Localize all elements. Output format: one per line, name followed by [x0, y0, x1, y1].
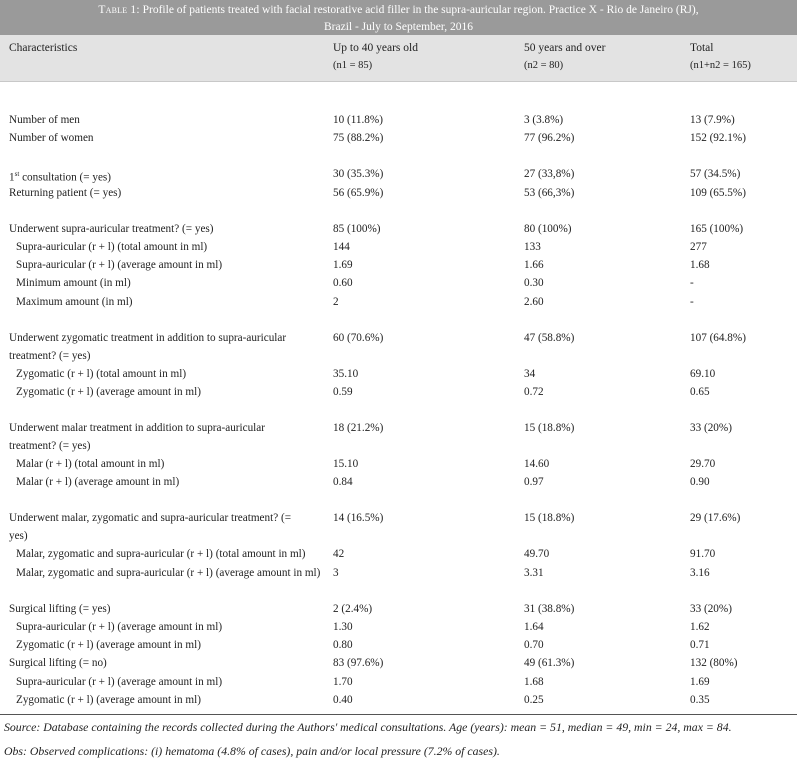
cell-total: 57 (34.5%): [690, 168, 741, 181]
cell-total: 33 (20%): [690, 602, 732, 615]
table-row: [0, 329, 797, 365]
header-50-and-over-n: (n2 = 80): [524, 60, 564, 71]
row-label: Zygomatic (r + l) (average amount in ml): [16, 639, 201, 652]
cell-50-and-over: 15 (18.8%): [524, 512, 575, 525]
cell-up-to-40: 10 (11.8%): [333, 114, 383, 126]
cell-50-and-over: 1.68: [524, 675, 544, 688]
cell-total: 1.62: [690, 621, 710, 633]
header-total-n: (n1+n2 = 165): [690, 60, 751, 71]
cell-total: 277: [690, 240, 707, 253]
cell-total: -: [690, 277, 694, 290]
row-label: Number of women: [9, 132, 94, 145]
cell-up-to-40: 1.70: [333, 675, 353, 688]
row-label: Supra-auricular (r + l) (average amount in ml): [16, 259, 223, 272]
cell-total: 13 (7.9%): [690, 114, 735, 126]
cell-up-to-40: 0.60: [333, 277, 353, 290]
cell-50-and-over: 2.60: [524, 295, 544, 308]
cell-up-to-40: 42: [333, 548, 345, 561]
cell-up-to-40: 35.10: [333, 367, 359, 380]
cell-50-and-over: 27 (33,8%): [524, 168, 575, 181]
row-label: Underwent malar, zygomatic and supra-auricular treatment? (= yes): [9, 512, 292, 543]
cell-50-and-over: 34: [524, 367, 536, 380]
cell-50-and-over: 0.25: [524, 693, 544, 706]
row-label: Returning patient (= yes): [9, 186, 122, 199]
cell-total: 3.16: [690, 566, 710, 579]
row-label: Supra-auricular (r + l) (average amount in ml): [16, 675, 223, 688]
row-label: Surgical lifting (= no): [9, 657, 107, 670]
cell-50-and-over: 49 (61.3%): [524, 657, 575, 670]
cell-total: 29.70: [690, 458, 716, 471]
cell-up-to-40: 144: [333, 240, 350, 253]
header-characteristics: Characteristics: [9, 42, 78, 54]
cell-50-and-over: 49.70: [524, 548, 550, 561]
cell-total: 0.35: [690, 693, 710, 706]
table-row: [0, 129, 797, 147]
cell-50-and-over: 15 (18.8%): [524, 422, 575, 435]
row-label: Supra-auricular (r + l) (total amount in ml): [16, 240, 208, 253]
cell-50-and-over: 0.70: [524, 639, 544, 652]
cell-50-and-over: 3.31: [524, 566, 544, 579]
header-50-and-over: [524, 40, 605, 74]
cell-up-to-40: 30 (35.3%): [333, 168, 384, 181]
table-row: [0, 654, 797, 672]
table-row: [0, 564, 797, 582]
table-row: [0, 274, 797, 292]
cell-50-and-over: 1.64: [524, 621, 544, 633]
table-footnotes: [0, 715, 797, 761]
row-label: Zygomatic (r + l) (average amount in ml): [16, 385, 201, 398]
cell-50-and-over: 14.60: [524, 458, 550, 471]
cell-total: 91.70: [690, 548, 716, 561]
table-body: [0, 82, 797, 715]
row-label: Supra-auricular (r + l) (average amount in ml): [16, 621, 223, 633]
cell-total: 33 (20%): [690, 422, 732, 435]
table-row: [0, 455, 797, 473]
table-row: [0, 184, 797, 202]
cell-total: 107 (64.8%): [690, 331, 746, 344]
table-row: [0, 600, 797, 618]
row-label: Underwent malar treatment in addition to supra-auricular treatment? (= yes): [9, 422, 265, 453]
cell-50-and-over: 80 (100%): [524, 222, 572, 235]
table-row: [0, 419, 797, 455]
cell-50-and-over: 77 (96.2%): [524, 132, 575, 145]
table-row: [0, 473, 797, 491]
cell-total: 0.71: [690, 639, 710, 652]
cell-total: 69.10: [690, 367, 716, 380]
table-row: [0, 691, 797, 709]
cell-total: 132 (80%): [690, 657, 738, 670]
row-label: Malar (r + l) (average amount in ml): [16, 476, 180, 489]
cell-up-to-40: 3: [333, 566, 339, 579]
cell-up-to-40: 14 (16.5%): [333, 512, 384, 525]
cell-50-and-over: 1.66: [524, 259, 544, 272]
table-row: [0, 165, 797, 183]
table-title-line1: Profile of patients treated with facial restorative acid filler in the supra-auricular region. Practice X - Rio de Janeiro (RJ),: [142, 4, 699, 16]
row-label: Malar, zygomatic and supra-auricular (r + l) (average amount in ml): [16, 566, 321, 579]
cell-50-and-over: 0.97: [524, 476, 544, 489]
cell-up-to-40: 56 (65.9%): [333, 186, 384, 199]
cell-up-to-40: 75 (88.2%): [333, 132, 384, 145]
row-label: Minimum amount (in ml): [16, 277, 131, 290]
table-row: [0, 509, 797, 545]
table-row: [0, 545, 797, 563]
table-row: [0, 256, 797, 274]
table-row: [0, 238, 797, 256]
cell-50-and-over: 0.72: [524, 385, 544, 398]
row-label-ordinal: st: [14, 170, 20, 179]
header-total-label: Total: [690, 42, 714, 54]
header-total: [690, 40, 751, 74]
cell-50-and-over: 53 (66,3%): [524, 186, 575, 199]
table-row: [0, 220, 797, 238]
row-label: Maximum amount (in ml): [16, 295, 133, 308]
header-up-to-40: [333, 40, 418, 74]
cell-total: 1.69: [690, 675, 710, 688]
cell-up-to-40: 18 (21.2%): [333, 422, 384, 435]
table-title-line2: Brazil - July to September, 2016: [323, 21, 473, 33]
table-row: [0, 636, 797, 654]
cell-total: 152 (92.1%): [690, 132, 746, 145]
table-header: [0, 35, 797, 82]
cell-up-to-40: 0.59: [333, 385, 353, 398]
table-row: [0, 111, 797, 129]
table-row: [0, 365, 797, 383]
cell-50-and-over: 47 (58.8%): [524, 331, 575, 344]
cell-up-to-40: 0.80: [333, 639, 353, 652]
cell-50-and-over: 31 (38.8%): [524, 602, 575, 615]
cell-total: 29 (17.6%): [690, 512, 741, 525]
cell-up-to-40: 60 (70.6%): [333, 331, 384, 344]
table-label: Table 1:: [98, 4, 140, 16]
cell-total: 109 (65.5%): [690, 186, 746, 199]
table-row: [0, 383, 797, 401]
row-label: Number of men: [9, 114, 80, 126]
cell-50-and-over: 3 (3.8%): [524, 114, 564, 126]
table-row: [0, 293, 797, 311]
cell-up-to-40: 1.69: [333, 259, 353, 272]
row-label-text: consultation (= yes): [19, 172, 112, 185]
table-row: [0, 618, 797, 636]
row-label: Malar, zygomatic and supra-auricular (r + l) (total amount in ml): [16, 548, 306, 561]
cell-up-to-40: 0.84: [333, 476, 353, 489]
row-label: Underwent zygomatic treatment in addition to supra-auricular treatment? (= yes): [9, 331, 287, 362]
cell-up-to-40: 85 (100%): [333, 222, 381, 235]
cell-total: 165 (100%): [690, 222, 744, 235]
cell-total: 0.90: [690, 476, 710, 489]
row-label: Malar (r + l) (total amount in ml): [16, 458, 165, 471]
cell-total: -: [690, 295, 694, 308]
row-label: Zygomatic (r + l) (average amount in ml): [16, 693, 201, 706]
cell-up-to-40: 1.30: [333, 621, 353, 633]
cell-total: 1.68: [690, 259, 710, 272]
header-up-to-40-n: (n1 = 85): [333, 60, 373, 71]
table-row: [0, 673, 797, 691]
cell-total: 0.65: [690, 385, 710, 398]
row-label: Surgical lifting (= yes): [9, 602, 111, 615]
row-label: Zygomatic (r + l) (total amount in ml): [16, 367, 187, 380]
cell-up-to-40: 0.40: [333, 693, 353, 706]
cell-50-and-over: 133: [524, 240, 541, 253]
cell-up-to-40: 2 (2.4%): [333, 602, 373, 615]
source-note: Source: Database containing the records collected during the Authors' medical consultations. Age (years): mean = 51, median = 49, min = 24, max = 84.: [4, 719, 732, 734]
header-up-to-40-label: Up to 40 years old: [333, 42, 418, 54]
cell-50-and-over: 0.30: [524, 277, 544, 290]
row-label: Underwent supra-auricular treatment? (= yes): [9, 222, 214, 235]
header-50-and-over-label: 50 years and over: [524, 42, 606, 54]
cell-up-to-40: 2: [333, 295, 339, 308]
cell-up-to-40: 83 (97.6%): [333, 657, 384, 670]
cell-up-to-40: 15.10: [333, 458, 359, 471]
table-title: [0, 0, 797, 35]
row-label-number: 1: [9, 172, 15, 185]
observation-note: Obs: Observed complications: (i) hematoma (4.8% of cases), pain and/or local pressure (7.2% of cases).: [4, 743, 500, 758]
